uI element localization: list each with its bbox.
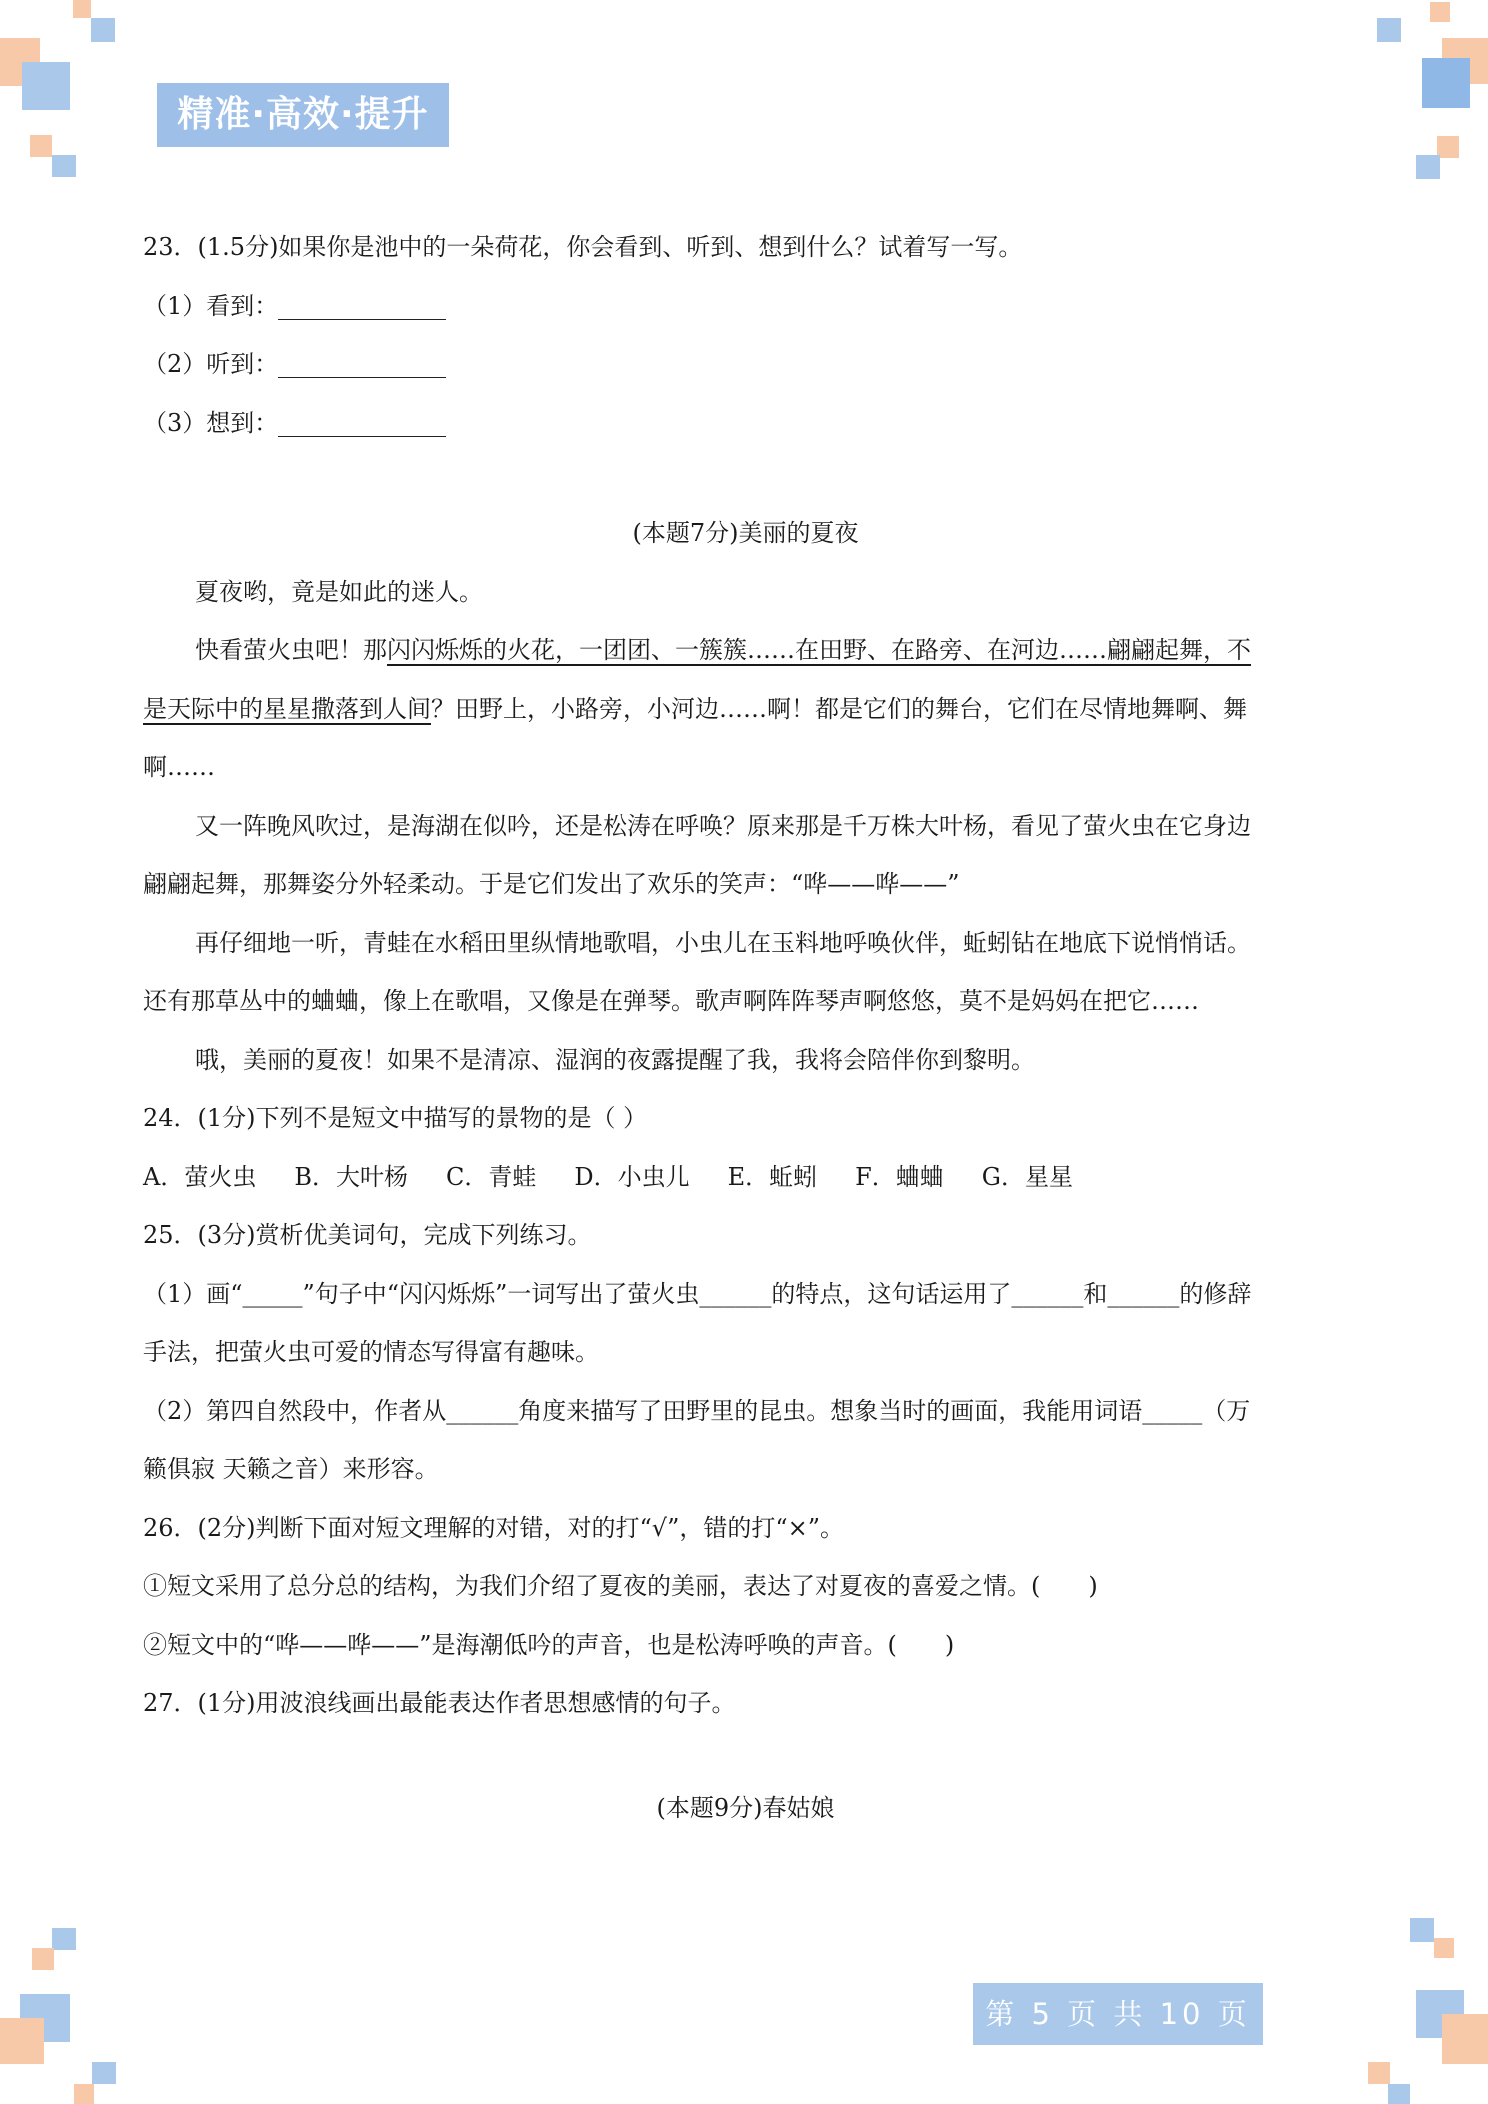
option: D．小虫儿 xyxy=(574,1162,690,1191)
q23-item-think: （3）想到： xyxy=(143,394,1348,453)
question-24-options xyxy=(143,1148,1348,1207)
passage-paragraph: 哦，美丽的夏夜！如果不是清凉、湿润的夜露提醒了我，我将会陪伴你到黎明。 xyxy=(195,1045,1035,1074)
passage-paragraph-cont: 翩翩起舞，那舞姿分外轻柔动。于是它们发出了欢乐的笑声：“哗——哗——” xyxy=(143,870,960,898)
header-banner: 精准·高效·提升 xyxy=(157,83,449,147)
q23-item-see: （1）看到： xyxy=(143,277,1348,336)
question-25-sub1: （1）画“_____”句子中“闪闪烁烁”一词写出了萤火虫______的特点，这句话运用了______和______的修辞 xyxy=(143,1279,1252,1308)
option: G．星星 xyxy=(981,1162,1073,1191)
corner-decoration xyxy=(22,62,70,110)
corner-decoration xyxy=(0,2018,44,2064)
answer-blank[interactable] xyxy=(278,351,446,378)
corner-decoration xyxy=(92,2062,116,2084)
page-content xyxy=(143,218,1348,1837)
corner-decoration xyxy=(74,2084,94,2104)
passage-paragraph-cont: 还有那草丛中的蛐蛐，像上在歌唱，又像是在弹琴。歌声啊阵阵琴声啊悠悠，莫不是妈妈在把它…… xyxy=(143,987,1199,1015)
corner-decoration xyxy=(32,1948,54,1970)
corner-decoration xyxy=(1422,58,1470,108)
corner-decoration xyxy=(1434,1938,1454,1958)
question-26-statement-1: ①短文采用了总分总的结构，为我们介绍了夏夜的美丽，表达了对夏夜的喜爱之情。( ) xyxy=(143,1572,1098,1600)
underlined-sentence: 是天际中的星星撒落到人间 xyxy=(143,694,431,723)
corner-decoration xyxy=(1430,2,1450,22)
corner-decoration xyxy=(1377,18,1401,42)
q23-item-hear: （2）听到： xyxy=(143,335,1348,394)
option: F．蛐蛐 xyxy=(855,1162,944,1191)
corner-decoration xyxy=(91,18,115,42)
corner-decoration xyxy=(1368,2062,1390,2084)
passage-paragraph: 又一阵晚风吹过，是海湖在似吟，还是松涛在呼唤？原来那是千万株大叶杨，看见了萤火虫在它身边 xyxy=(195,811,1251,840)
option: B．大叶杨 xyxy=(294,1162,408,1191)
passage-paragraph-cont: 是天际中的星星撒落到人间？田野上，小路旁，小河边……啊！都是它们的舞台，它们在尽情地舞啊、舞 xyxy=(143,694,1247,723)
question-25-sub2: （2）第四自然段中，作者从______角度来描写了田野里的昆虫。想象当时的画面，我能用词语_____（万 xyxy=(143,1396,1251,1425)
passage-paragraph: 再仔细地一听，青蛙在水稻田里纵情地歌唱，小虫儿在玉料地呼唤伙伴，蚯蚓钻在地底下说悄悄话。 xyxy=(195,928,1251,957)
corner-decoration xyxy=(30,135,52,157)
corner-decoration xyxy=(1437,136,1459,158)
option: C．青蛙 xyxy=(445,1162,537,1191)
underlined-sentence: 闪闪烁烁的火花，一团团、一簇簇……在田野、在路旁、在河边……翩翩起舞，不 xyxy=(387,636,1251,664)
option: E．蚯蚓 xyxy=(727,1162,818,1191)
question-26-stem: 26．(2分)判断下面对短文理解的对错，对的打“√”，错的打“×”。 xyxy=(143,1513,845,1542)
passage-title: (本题9分)春姑娘 xyxy=(656,1793,835,1822)
passage-paragraph: 快看萤火虫吧！那闪闪烁烁的火花，一团团、一簇簇……在田野、在路旁、在河边……翩翩起舞，不 xyxy=(195,636,1251,664)
passage-paragraph: 夏夜哟，竟是如此的迷人。 xyxy=(195,577,483,606)
passage-title: (本题7分)美丽的夏夜 xyxy=(632,519,859,547)
corner-decoration xyxy=(1410,1918,1434,1942)
corner-decoration xyxy=(1442,2014,1488,2064)
answer-blank[interactable] xyxy=(278,410,446,437)
passage-paragraph-cont: 啊…… xyxy=(143,753,215,781)
question-26-statement-2: ②短文中的“哗——哗——”是海潮低吟的声音，也是松涛呼唤的声音。( ) xyxy=(143,1630,955,1659)
question-25-stem: 25．(3分)赏析优美词句，完成下列练习。 xyxy=(143,1221,592,1249)
question-25-sub1-cont: 手法，把萤火虫可爱的情态写得富有趣味。 xyxy=(143,1338,599,1366)
corner-decoration xyxy=(52,155,76,177)
corner-decoration xyxy=(1388,2084,1410,2104)
question-25-sub2-cont: 籁俱寂 天籁之音）来形容。 xyxy=(143,1455,439,1483)
corner-decoration xyxy=(1416,155,1440,179)
question-23-stem: 23．(1.5分)如果你是池中的一朵荷花，你会看到、听到、想到什么？试着写一写。 xyxy=(143,233,1023,261)
corner-decoration xyxy=(52,1928,76,1950)
corner-decoration xyxy=(73,0,91,18)
answer-blank[interactable] xyxy=(278,293,446,320)
question-24-stem: 24．(1分)下列不是短文中描写的景物的是（ ） xyxy=(143,1104,648,1132)
option: A．萤火虫 xyxy=(143,1162,257,1191)
question-27-stem: 27．(1分)用波浪线画出最能表达作者思想感情的句子。 xyxy=(143,1689,736,1717)
page-number: 第 5 页 共 10 页 xyxy=(973,1983,1263,2045)
